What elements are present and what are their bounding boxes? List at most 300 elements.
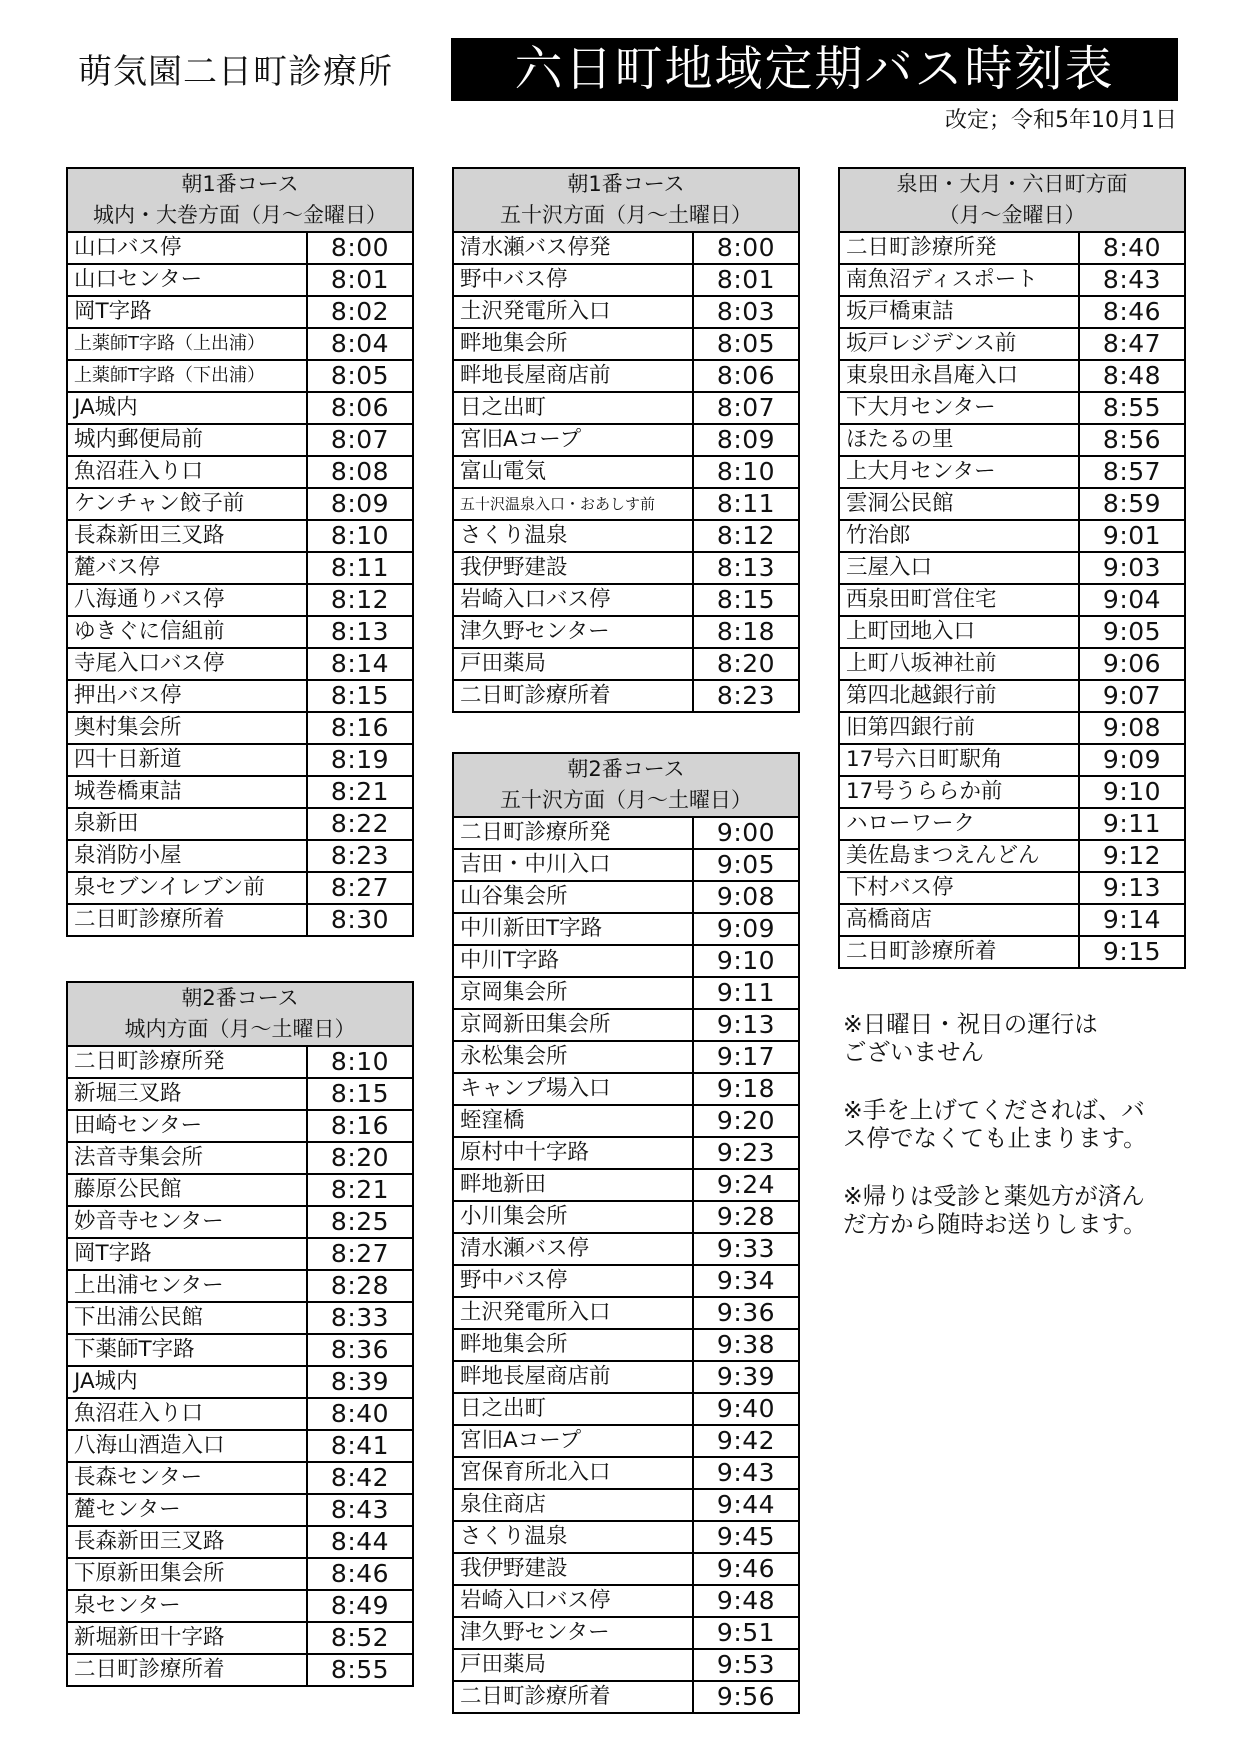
stop-name: 下村バス停 [839,872,1079,904]
stop-name: JA城内 [67,392,307,424]
departure-time: 9:10 [1079,776,1185,808]
table-row [67,1590,413,1622]
departure-time: 8:00 [693,232,799,264]
table-row [839,744,1185,776]
departure-time: 8:21 [307,776,413,808]
table-row [839,328,1185,360]
stop-name: 二日町診療所発 [839,232,1079,264]
stop-name: ハローワーク [839,808,1079,840]
table-row [453,392,799,424]
table-row [67,1494,413,1526]
table-row [453,1425,799,1457]
stop-name: ゆきぐに信組前 [67,616,307,648]
stop-name: 宮保育所北入口 [453,1457,693,1489]
departure-time: 8:27 [307,872,413,904]
table-row [839,424,1185,456]
stop-name: 上町八坂神社前 [839,648,1079,680]
table-row [453,552,799,584]
table-row [839,264,1185,296]
table-row [839,712,1185,744]
stop-name: 雲洞公民館 [839,488,1079,520]
stop-name: 日之出町 [453,1393,693,1425]
stop-name: JA城内 [67,1366,307,1398]
departure-time: 9:04 [1079,584,1185,616]
departure-time: 8:23 [693,680,799,712]
departure-time: 9:46 [693,1553,799,1585]
stop-name: 山口バス停 [67,232,307,264]
stop-name: 岩崎入口バス停 [453,1585,693,1617]
departure-time: 8:09 [307,488,413,520]
table-heading [453,753,799,817]
stop-name: 宮旧Aコープ [453,424,693,456]
departure-time: 9:43 [693,1457,799,1489]
notes [843,1010,1173,1268]
departure-time: 9:07 [1079,680,1185,712]
stop-name: 岡T字路 [67,1238,307,1270]
table-row [453,1009,799,1041]
table-row [67,520,413,552]
table-row [67,1558,413,1590]
departure-time: 9:18 [693,1073,799,1105]
table-row [67,1366,413,1398]
departure-time: 8:10 [307,1046,413,1078]
departure-time: 8:14 [307,648,413,680]
table-row [839,904,1185,936]
departure-time: 8:56 [1079,424,1185,456]
stop-name: 新堀三叉路 [67,1078,307,1110]
departure-time: 8:02 [307,296,413,328]
stop-name: キャンプ場入口 [453,1073,693,1105]
table-row [67,1238,413,1270]
table-row [67,1206,413,1238]
table-row [453,1073,799,1105]
departure-time: 9:28 [693,1201,799,1233]
stop-name: 下出浦公民館 [67,1302,307,1334]
departure-time: 8:13 [307,616,413,648]
stop-name: 寺尾入口バス停 [67,648,307,680]
stop-name: 清水瀬バス停 [453,1233,693,1265]
table-heading [67,168,413,232]
table-row [839,232,1185,264]
stop-name: 上薬師T字路（下出浦） [67,360,307,392]
table-row [67,296,413,328]
stop-name: 八海山酒造入口 [67,1430,307,1462]
table-row [839,936,1185,968]
table-row [453,1137,799,1169]
table-row [453,232,799,264]
departure-time: 9:08 [693,881,799,913]
departure-time: 9:20 [693,1105,799,1137]
table-row [67,1302,413,1334]
stop-name: 新堀新田十字路 [67,1622,307,1654]
stop-name: ケンチャン餃子前 [67,488,307,520]
stop-name: 岩崎入口バス停 [453,584,693,616]
table-row [839,520,1185,552]
departure-time: 9:38 [693,1329,799,1361]
table-row [453,1201,799,1233]
departure-time: 8:39 [307,1366,413,1398]
table-row [67,1046,413,1078]
stop-name: さくり温泉 [453,520,693,552]
stop-name: 蛭窪橋 [453,1105,693,1137]
departure-time: 8:52 [307,1622,413,1654]
stop-name: 山谷集会所 [453,881,693,913]
departure-time: 9:48 [693,1585,799,1617]
stop-name: 土沢発電所入口 [453,296,693,328]
departure-time: 8:01 [307,264,413,296]
table-row [67,1526,413,1558]
stop-name: 泉消防小屋 [67,840,307,872]
table-row [839,840,1185,872]
departure-time: 9:06 [1079,648,1185,680]
stop-name: 坂戸レジデンス前 [839,328,1079,360]
departure-time: 8:12 [693,520,799,552]
departure-time: 8:06 [693,360,799,392]
table-row [67,1654,413,1686]
table-row [67,1078,413,1110]
stop-name: 竹治郎 [839,520,1079,552]
stop-name: 八海通りバス停 [67,584,307,616]
table-row [67,1270,413,1302]
table-row [67,488,413,520]
table-row [453,945,799,977]
table-row [67,1142,413,1174]
table-row [67,264,413,296]
clinic-name: 萌気園二日町診療所 [78,52,393,92]
stop-name: 山口センター [67,264,307,296]
departure-time: 9:14 [1079,904,1185,936]
departure-time: 8:55 [1079,392,1185,424]
departure-time: 9:24 [693,1169,799,1201]
stop-name: 泉セブンイレブン前 [67,872,307,904]
departure-time: 9:23 [693,1137,799,1169]
table-row [453,1105,799,1137]
table-row [839,616,1185,648]
departure-time: 9:11 [693,977,799,1009]
stop-name: 津久野センター [453,616,693,648]
table-row [67,744,413,776]
table-row [453,1681,799,1713]
note-return-trip: ※帰りは受診と薬処方が済ん だ方から随時お送りします。 [843,1182,1147,1238]
stop-name: 上薬師T字路（上出浦） [67,328,307,360]
table-row [453,1521,799,1553]
departure-time: 8:27 [307,1238,413,1270]
stop-name: 南魚沼ディスポート [839,264,1079,296]
table-row [453,680,799,712]
table-row [453,1393,799,1425]
table-row [67,680,413,712]
stop-name: 城巻橋東詰 [67,776,307,808]
table-row [839,488,1185,520]
departure-time: 9:53 [693,1649,799,1681]
departure-time: 8:48 [1079,360,1185,392]
stop-name: 法音寺集会所 [67,1142,307,1174]
stop-name: 泉住商店 [453,1489,693,1521]
table-row [67,232,413,264]
course-name: 朝2番コース [567,757,685,781]
stop-name: 宮旧Aコープ [453,1425,693,1457]
stop-name: 藤原公民館 [67,1174,307,1206]
stop-name: 原村中十字路 [453,1137,693,1169]
stop-name: 二日町診療所着 [453,680,693,712]
departure-time: 8:06 [307,392,413,424]
departure-time: 8:44 [307,1526,413,1558]
table-row [67,648,413,680]
table-row [67,424,413,456]
departure-time: 8:33 [307,1302,413,1334]
stop-name: 京岡新田集会所 [453,1009,693,1041]
table-row [453,328,799,360]
table-row [453,264,799,296]
departure-time: 8:49 [307,1590,413,1622]
departure-time: 8:11 [307,552,413,584]
departure-time: 8:15 [693,584,799,616]
table-row [453,977,799,1009]
table-row [67,1622,413,1654]
stop-name: 畔地長屋商店前 [453,1361,693,1393]
stop-name: 戸田薬局 [453,1649,693,1681]
departure-time: 9:34 [693,1265,799,1297]
table-row [839,872,1185,904]
departure-time: 9:36 [693,1297,799,1329]
stop-name: 日之出町 [453,392,693,424]
stop-name: 麓バス停 [67,552,307,584]
stop-name: 上大月センター [839,456,1079,488]
stop-name: 第四北越銀行前 [839,680,1079,712]
departure-time: 8:00 [307,232,413,264]
departure-time: 8:46 [307,1558,413,1590]
table-row [839,776,1185,808]
table-row [839,648,1185,680]
table-row [839,360,1185,392]
departure-time: 9:11 [1079,808,1185,840]
table-heading [839,168,1185,232]
stop-name: ほたるの里 [839,424,1079,456]
departure-time: 9:03 [1079,552,1185,584]
stop-name: 西泉田町営住宅 [839,584,1079,616]
table-row [453,456,799,488]
table-row [839,552,1185,584]
table-row [839,808,1185,840]
departure-time: 9:05 [1079,616,1185,648]
departure-time: 8:05 [693,328,799,360]
departure-time: 9:40 [693,1393,799,1425]
stop-name: 五十沢温泉入口・おあしす前 [453,488,693,520]
table-row [839,296,1185,328]
stop-name: 我伊野建設 [453,1553,693,1585]
departure-time: 8:36 [307,1334,413,1366]
departure-time: 9:13 [693,1009,799,1041]
departure-time: 8:09 [693,424,799,456]
departure-time: 8:05 [307,360,413,392]
stop-name: 美佐島まつえんどん [839,840,1079,872]
departure-time: 9:12 [1079,840,1185,872]
table-row [453,1649,799,1681]
table-row [453,1489,799,1521]
table-row [453,648,799,680]
table-row [67,904,413,936]
departure-time: 8:23 [307,840,413,872]
departure-time: 9:56 [693,1681,799,1713]
departure-time: 8:40 [1079,232,1185,264]
departure-time: 8:28 [307,1270,413,1302]
table-row [453,1233,799,1265]
table-row [67,1462,413,1494]
stop-name: 下大月センター [839,392,1079,424]
departure-time: 9:01 [1079,520,1185,552]
departure-time: 8:25 [307,1206,413,1238]
departure-time: 8:22 [307,808,413,840]
departure-time: 8:46 [1079,296,1185,328]
course-direction: 城内・大巻方面（月～金曜日） [93,203,387,227]
course-direction: 五十沢方面（月～土曜日） [500,788,752,812]
departure-time: 9:10 [693,945,799,977]
departure-time: 9:44 [693,1489,799,1521]
departure-time: 8:11 [693,488,799,520]
departure-time: 9:51 [693,1617,799,1649]
departure-time: 8:43 [307,1494,413,1526]
stop-name: 長森センター [67,1462,307,1494]
table-row [67,1398,413,1430]
stop-name: 永松集会所 [453,1041,693,1073]
departure-time: 8:43 [1079,264,1185,296]
timetable-izumida [838,167,1186,969]
departure-time: 8:20 [693,648,799,680]
stop-name: 旧第四銀行前 [839,712,1079,744]
stop-name: 上出浦センター [67,1270,307,1302]
departure-time: 8:55 [307,1654,413,1686]
departure-time: 9:42 [693,1425,799,1457]
table-row [67,712,413,744]
departure-time: 9:33 [693,1233,799,1265]
table-row [453,1617,799,1649]
departure-time: 9:15 [1079,936,1185,968]
departure-time: 8:16 [307,712,413,744]
timetable-asa2-isozawa [452,752,800,1714]
departure-time: 8:03 [693,296,799,328]
table-row [67,360,413,392]
table-row [67,1334,413,1366]
departure-time: 8:08 [307,456,413,488]
departure-time: 8:20 [307,1142,413,1174]
table-row [67,584,413,616]
table-row [839,680,1185,712]
stop-name: 岡T字路 [67,296,307,328]
table-row [67,776,413,808]
table-row [67,552,413,584]
stop-name: 我伊野建設 [453,552,693,584]
departure-time: 8:57 [1079,456,1185,488]
stop-name: 奥村集会所 [67,712,307,744]
stop-name: 二日町診療所着 [67,904,307,936]
departure-time: 9:17 [693,1041,799,1073]
stop-name: 畔地長屋商店前 [453,360,693,392]
course-direction: 城内方面（月～土曜日） [124,1017,356,1041]
stop-name: 二日町診療所発 [453,817,693,849]
stop-name: 土沢発電所入口 [453,1297,693,1329]
stop-name: 畔地集会所 [453,1329,693,1361]
note-raise-hand: ※手を上げてくだされば、バ ス停でなくても止まります。 [843,1096,1147,1152]
table-row [453,1297,799,1329]
table-row [67,1110,413,1142]
departure-time: 8:10 [693,456,799,488]
departure-time: 8:21 [307,1174,413,1206]
table-row [67,1430,413,1462]
departure-time: 8:10 [307,520,413,552]
course-direction: 五十沢方面（月～土曜日） [500,203,752,227]
stop-name: 城内郵便局前 [67,424,307,456]
departure-time: 8:04 [307,328,413,360]
stop-name: 17号六日町駅角 [839,744,1079,776]
stop-name: 清水瀬バス停発 [453,232,693,264]
stop-name: 上町団地入口 [839,616,1079,648]
departure-time: 8:30 [307,904,413,936]
stop-name: 坂戸橋東詰 [839,296,1079,328]
table-row [453,1585,799,1617]
stop-name: 中川T字路 [453,945,693,977]
departure-time: 8:01 [693,264,799,296]
departure-time: 9:09 [1079,744,1185,776]
timetable-asa1-jonai [66,167,414,937]
stop-name: 17号うららか前 [839,776,1079,808]
departure-time: 8:07 [693,392,799,424]
table-row [453,520,799,552]
note-no-sunday: ※日曜日・祝日の運行は ございません [843,1010,1098,1066]
stop-name: さくり温泉 [453,1521,693,1553]
table-heading [67,982,413,1046]
stop-name: 三屋入口 [839,552,1079,584]
departure-time: 8:47 [1079,328,1185,360]
departure-time: 8:42 [307,1462,413,1494]
departure-time: 8:15 [307,1078,413,1110]
table-row [67,392,413,424]
table-row [453,1041,799,1073]
course-name: 泉田・大月・六日町方面 [896,172,1128,196]
table-row [67,616,413,648]
stop-name: 高橋商店 [839,904,1079,936]
table-row [839,392,1185,424]
stop-name: 二日町診療所着 [67,1654,307,1686]
stop-name: 妙音寺センター [67,1206,307,1238]
departure-time: 8:13 [693,552,799,584]
stop-name: 麓センター [67,1494,307,1526]
stop-name: 泉新田 [67,808,307,840]
departure-time: 9:39 [693,1361,799,1393]
revision-date: 改定；令和5年10月1日 [945,108,1177,133]
departure-time: 8:59 [1079,488,1185,520]
stop-name: 戸田薬局 [453,648,693,680]
table-row [453,1169,799,1201]
stop-name: 吉田・中川入口 [453,849,693,881]
departure-time: 9:05 [693,849,799,881]
table-row [67,840,413,872]
stop-name: 長森新田三叉路 [67,1526,307,1558]
table-row [67,808,413,840]
table-row [67,456,413,488]
departure-time: 8:19 [307,744,413,776]
table-row [67,872,413,904]
stop-name: 二日町診療所着 [839,936,1079,968]
stop-name: 富山電気 [453,456,693,488]
stop-name: 四十日新道 [67,744,307,776]
timetable-asa2-jonai [66,981,414,1687]
stop-name: 東泉田永昌庵入口 [839,360,1079,392]
departure-time: 9:00 [693,817,799,849]
table-row [453,360,799,392]
stop-name: 二日町診療所着 [453,1681,693,1713]
table-row [453,424,799,456]
departure-time: 8:15 [307,680,413,712]
